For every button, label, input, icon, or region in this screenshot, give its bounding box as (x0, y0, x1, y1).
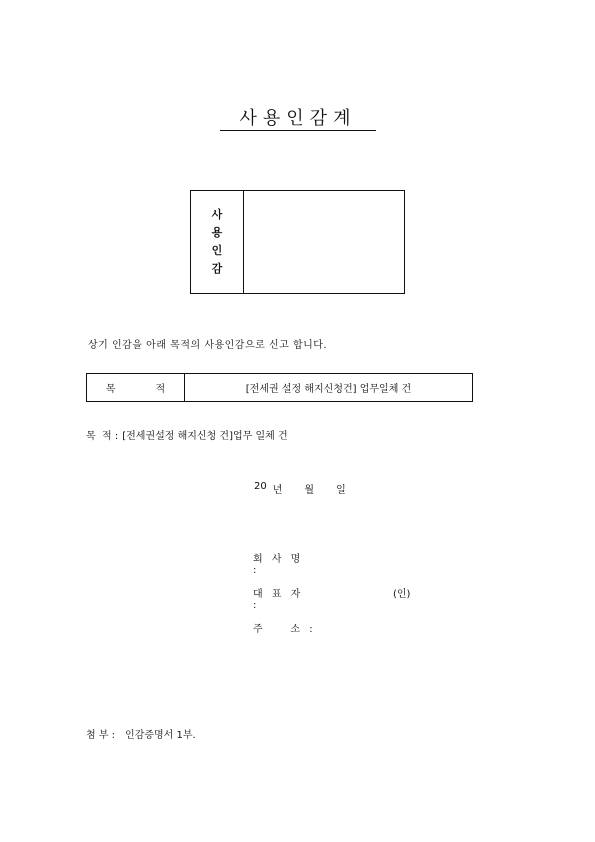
company-label: 회 사 명 : (253, 554, 304, 576)
purpose-table (86, 373, 473, 402)
seal-impression-area (244, 191, 404, 293)
seal-label-char: 용 (211, 226, 223, 239)
title-underline (220, 130, 376, 131)
date-day-unit: 일 (336, 485, 346, 496)
attachment-line (86, 726, 196, 741)
date-month-unit: 월 (304, 485, 315, 496)
company-row (253, 550, 313, 576)
attachment-label: 첨 부 : (86, 730, 116, 741)
seal-label (191, 191, 244, 293)
purpose-table-value: [전세권 설정 해지신청건] 업무일체 건 (245, 384, 412, 395)
seal-label-char: 인 (211, 244, 223, 257)
seal-label-char: 사 (211, 208, 223, 221)
document-title: 사용인감계 (239, 108, 357, 129)
representative-label: 대 표 자 : (253, 589, 304, 611)
statement-text: 상기 인감을 아래 목적의 사용인감으로 신고 합니다. (88, 340, 328, 351)
purpose-line-label: 목 적 : (86, 431, 119, 442)
date-year: 20 (254, 481, 267, 492)
address-row (253, 620, 316, 635)
address-label: 주 소 : (253, 624, 316, 635)
seal-label-char: 감 (211, 262, 223, 275)
seal-box (190, 190, 405, 294)
representative-row (253, 585, 410, 611)
date-line (254, 481, 346, 496)
purpose-line-value: [전세권설정 해지신청 건]업무 일체 건 (122, 431, 288, 442)
attachment-value: 인감증명서 1부. (125, 730, 196, 741)
purpose-head-char: 목 (105, 384, 116, 395)
purpose-table-header (87, 374, 185, 401)
purpose-head-char: 적 (155, 384, 166, 395)
date-year-unit: 년 (272, 485, 283, 496)
purpose-line (86, 427, 288, 442)
seal-mark: (인) (393, 589, 411, 600)
